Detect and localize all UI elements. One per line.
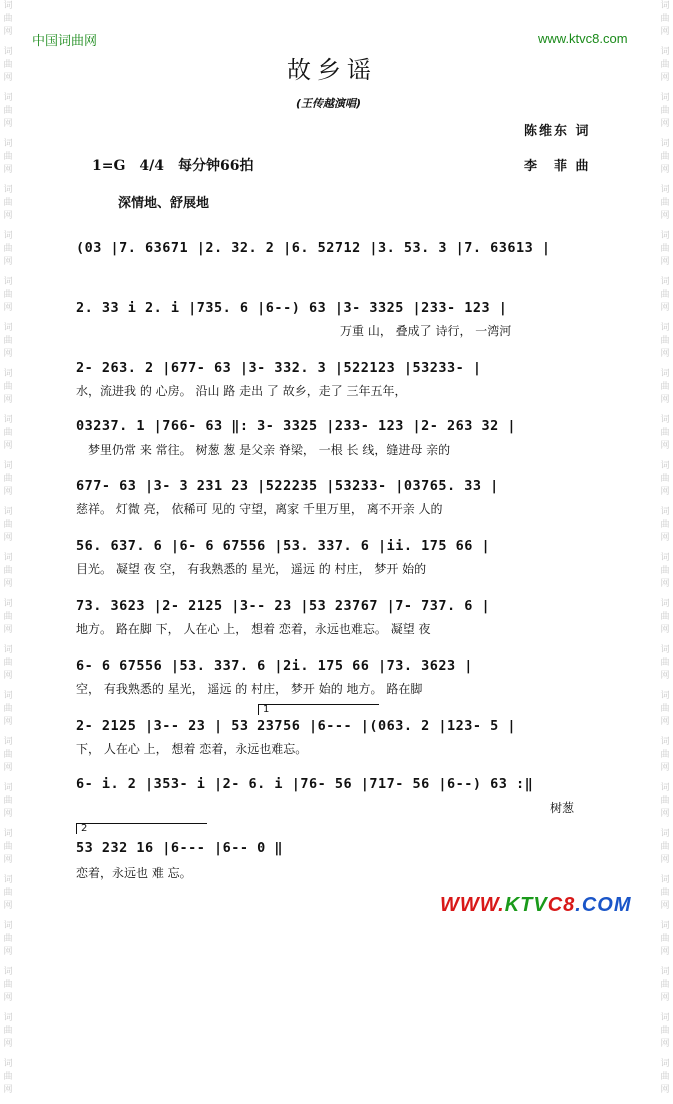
watermark-char: 曲 bbox=[3, 106, 13, 116]
watermark-char: 曲 bbox=[660, 382, 670, 392]
song-subtitle: (王传越演唱) bbox=[296, 97, 362, 110]
watermark-char: 网 bbox=[3, 671, 13, 681]
lyrics-line-2: 万重 山， 叠成了 诗行， 一湾河 bbox=[340, 324, 512, 338]
watermark-char: 网 bbox=[660, 349, 670, 359]
watermark-char: 曲 bbox=[3, 1026, 13, 1036]
watermark-char: 词 bbox=[660, 1013, 670, 1023]
watermark-char: 曲 bbox=[660, 566, 670, 576]
watermark-char: 曲 bbox=[3, 244, 13, 254]
watermark-char: 网 bbox=[3, 119, 13, 129]
watermark-char: 词 bbox=[660, 599, 670, 609]
watermark-char: 词 bbox=[3, 1, 13, 11]
watermark-char: 词 bbox=[3, 691, 13, 701]
watermark-char: 曲 bbox=[3, 980, 13, 990]
watermark-char: 网 bbox=[3, 395, 13, 405]
expression-mark: 深情地、舒展地 bbox=[118, 196, 210, 211]
watermark-char: 词 bbox=[660, 553, 670, 563]
lyrics-line-5: 慈祥。 灯微 亮， 依稀可 见的 守望，离家 千里万里， 离不开亲 人的 bbox=[76, 502, 443, 516]
watermark-char: 曲 bbox=[660, 14, 670, 24]
watermark-char: 曲 bbox=[660, 750, 670, 760]
watermark-char: 曲 bbox=[3, 704, 13, 714]
watermark-char: 曲 bbox=[3, 152, 13, 162]
watermark-char: 网 bbox=[3, 947, 13, 957]
watermark-char: 词 bbox=[3, 185, 13, 195]
score-system-6: 56. 637. 6 |6- 6 67556 |53. 337. 6 |ii. 175 66 | bbox=[76, 538, 491, 554]
watermark-char: 词 bbox=[660, 47, 670, 57]
watermark-char: 曲 bbox=[660, 704, 670, 714]
score-system-9: 2- 2125 |3-- 23 | 53 23756 |6--- |(063. 2 |123- 5 | bbox=[76, 718, 517, 734]
watermark-char: 词 bbox=[3, 645, 13, 655]
watermark-char: 网 bbox=[660, 165, 670, 175]
watermark-char: 曲 bbox=[660, 474, 670, 484]
watermark-char: 网 bbox=[3, 441, 13, 451]
watermark-char: 网 bbox=[660, 1039, 670, 1049]
watermark-char: 网 bbox=[3, 27, 13, 37]
lyrics-line-8: 空， 有我熟悉的 星光， 遥远 的 村庄， 梦开 始的 地方。 路在脚 bbox=[76, 682, 423, 696]
watermark-char: 曲 bbox=[3, 796, 13, 806]
watermark-char: 曲 bbox=[3, 658, 13, 668]
watermark-char: 曲 bbox=[3, 474, 13, 484]
watermark-char: 网 bbox=[660, 809, 670, 819]
watermark-char: 网 bbox=[3, 579, 13, 589]
watermark-char: 网 bbox=[660, 717, 670, 727]
watermark-char: 网 bbox=[3, 717, 13, 727]
watermark-char: 词 bbox=[3, 783, 13, 793]
score-system-5: 677- 63 |3- 3 231 23 |522235 |53233- |03765. 33 | bbox=[76, 478, 499, 494]
watermark-char: 词 bbox=[3, 875, 13, 885]
watermark-char: 网 bbox=[660, 947, 670, 957]
watermark-char: 词 bbox=[3, 553, 13, 563]
watermark-char: 词 bbox=[660, 1, 670, 11]
watermark-char: 曲 bbox=[660, 152, 670, 162]
watermark-char: 词 bbox=[660, 185, 670, 195]
watermark-char: 词 bbox=[660, 1059, 670, 1069]
watermark-char: 网 bbox=[3, 625, 13, 635]
first-ending-bracket: 1 bbox=[258, 704, 379, 715]
watermark-char: 曲 bbox=[660, 428, 670, 438]
watermark-char: 词 bbox=[3, 231, 13, 241]
watermark-char: 网 bbox=[660, 395, 670, 405]
watermark-char: 网 bbox=[660, 211, 670, 221]
watermark-char: 曲 bbox=[3, 750, 13, 760]
watermark-char: 曲 bbox=[3, 888, 13, 898]
watermark-char: 网 bbox=[660, 487, 670, 497]
watermark-char: 词 bbox=[660, 829, 670, 839]
watermark-char: 词 bbox=[660, 277, 670, 287]
watermark-char: 词 bbox=[3, 323, 13, 333]
watermark-char: 词 bbox=[3, 1059, 13, 1069]
watermark-left bbox=[1, 0, 15, 1095]
watermark-char: 词 bbox=[660, 967, 670, 977]
watermark-char: 网 bbox=[660, 855, 670, 865]
lyricist-credit: 陈维东 词 bbox=[524, 124, 591, 139]
watermark-char: 网 bbox=[660, 303, 670, 313]
watermark-char: 曲 bbox=[3, 612, 13, 622]
watermark-char: 词 bbox=[3, 599, 13, 609]
watermark-char: 网 bbox=[3, 533, 13, 543]
watermark-char: 网 bbox=[660, 993, 670, 1003]
watermark-char: 网 bbox=[660, 441, 670, 451]
score-system-4: 03237. 1 |766- 63 ‖: 3- 3325 |233- 123 |2- 263 32 | bbox=[76, 418, 517, 434]
watermark-char: 网 bbox=[3, 349, 13, 359]
watermark-char: 网 bbox=[660, 625, 670, 635]
site-url: www.ktvc8.com bbox=[538, 31, 628, 46]
watermark-char: 曲 bbox=[3, 14, 13, 24]
watermark-char: 词 bbox=[660, 921, 670, 931]
watermark-char: 曲 bbox=[3, 842, 13, 852]
watermark-char: 网 bbox=[660, 763, 670, 773]
watermark-char: 曲 bbox=[660, 520, 670, 530]
watermark-char: 曲 bbox=[3, 382, 13, 392]
watermark-char: 词 bbox=[660, 737, 670, 747]
lyrics-line-9: 下， 人在心 上， 想着 恋着，永远也难忘。 bbox=[76, 742, 308, 756]
watermark-char: 词 bbox=[3, 461, 13, 471]
watermark-char: 网 bbox=[3, 993, 13, 1003]
watermark-char: 曲 bbox=[3, 60, 13, 70]
score-system-3: 2- 263. 2 |677- 63 |3- 332. 3 |522123 |53233- | bbox=[76, 360, 482, 376]
score-system-10: 6- i. 2 |353- i |2- 6. i |76- 56 |717- 56 |6--) 63 :‖ bbox=[76, 776, 534, 792]
watermark-char: 曲 bbox=[660, 796, 670, 806]
watermark-char: 词 bbox=[660, 875, 670, 885]
watermark-char: 网 bbox=[3, 901, 13, 911]
watermark-char: 网 bbox=[660, 27, 670, 37]
lyrics-line-6: 目光。 凝望 夜 空， 有我熟悉的 星光， 遥远 的 村庄， 梦开 始的 bbox=[76, 562, 427, 576]
score-system-11: 53 232 16 |6--- |6-- 0 ‖ bbox=[76, 840, 284, 856]
watermark-char: 词 bbox=[660, 231, 670, 241]
score-system-7: 73. 3623 |2- 2125 |3-- 23 |53 23767 |7- 737. 6 | bbox=[76, 598, 491, 614]
watermark-char: 网 bbox=[3, 1085, 13, 1095]
watermark-char: 网 bbox=[660, 119, 670, 129]
watermark-char: 词 bbox=[660, 323, 670, 333]
watermark-char: 曲 bbox=[660, 842, 670, 852]
watermark-char: 词 bbox=[660, 415, 670, 425]
watermark-char: 词 bbox=[3, 415, 13, 425]
watermark-char: 网 bbox=[660, 73, 670, 83]
watermark-char: 网 bbox=[660, 257, 670, 267]
watermark-char: 网 bbox=[3, 855, 13, 865]
watermark-char: 网 bbox=[3, 257, 13, 267]
watermark-char: 网 bbox=[3, 809, 13, 819]
watermark-char: 词 bbox=[3, 93, 13, 103]
watermark-char: 曲 bbox=[660, 336, 670, 346]
watermark-char: 网 bbox=[3, 1039, 13, 1049]
watermark-char: 曲 bbox=[660, 658, 670, 668]
watermark-char: 曲 bbox=[660, 980, 670, 990]
watermark-char: 网 bbox=[660, 901, 670, 911]
watermark-char: 词 bbox=[660, 369, 670, 379]
watermark-char: 词 bbox=[3, 369, 13, 379]
watermark-char: 曲 bbox=[660, 888, 670, 898]
watermark-char: 词 bbox=[660, 461, 670, 471]
watermark-char: 网 bbox=[660, 533, 670, 543]
watermark-char: 词 bbox=[3, 967, 13, 977]
lyrics-line-10: 树葱 bbox=[550, 801, 575, 815]
watermark-char: 词 bbox=[3, 921, 13, 931]
watermark-char: 网 bbox=[3, 211, 13, 221]
watermark-char: 词 bbox=[660, 645, 670, 655]
watermark-char: 曲 bbox=[660, 198, 670, 208]
watermark-char: 词 bbox=[660, 783, 670, 793]
watermark-char: 曲 bbox=[660, 244, 670, 254]
watermark-char: 词 bbox=[660, 139, 670, 149]
watermark-char: 曲 bbox=[3, 336, 13, 346]
lyrics-line-11: 恋着，永远也 难 忘。 bbox=[76, 866, 192, 880]
score-system-8: 6- 6 67556 |53. 337. 6 |2i. 175 66 |73. 3623 | bbox=[76, 658, 473, 674]
watermark-char: 曲 bbox=[660, 1072, 670, 1082]
watermark-char: 词 bbox=[3, 1013, 13, 1023]
watermark-char: 词 bbox=[660, 93, 670, 103]
watermark-char: 网 bbox=[3, 487, 13, 497]
watermark-right bbox=[658, 0, 672, 1095]
site-name: 中国词曲网 bbox=[32, 34, 98, 49]
watermark-char: 词 bbox=[3, 829, 13, 839]
watermark-char: 词 bbox=[3, 47, 13, 57]
score-system-2: 2. 33 i 2. i |735. 6 |6--) 63 |3- 3325 |233- 123 | bbox=[76, 300, 508, 316]
watermark-char: 词 bbox=[3, 737, 13, 747]
brand-logo: WWW.KTVC8.COM bbox=[440, 894, 632, 916]
watermark-char: 网 bbox=[660, 671, 670, 681]
watermark-char: 曲 bbox=[660, 612, 670, 622]
watermark-char: 曲 bbox=[3, 428, 13, 438]
watermark-char: 词 bbox=[3, 507, 13, 517]
lyrics-line-4: 梦里仍常 来 常往。 树葱 葱 是父亲 脊梁， 一根 长 线，缝进母 亲的 bbox=[88, 443, 451, 457]
watermark-char: 网 bbox=[3, 303, 13, 313]
lyrics-line-3: 水，流进我 的 心房。 沿山 路 走出 了 故乡，走了 三年五年， bbox=[76, 384, 407, 398]
second-ending-bracket: 2 bbox=[76, 823, 207, 834]
watermark-char: 词 bbox=[3, 277, 13, 287]
watermark-char: 曲 bbox=[660, 1026, 670, 1036]
lyrics-line-7: 地方。 路在脚 下， 人在心 上， 想着 恋着，永远也难忘。 凝望 夜 bbox=[76, 622, 431, 636]
watermark-char: 曲 bbox=[660, 290, 670, 300]
watermark-char: 曲 bbox=[3, 290, 13, 300]
key-tempo: 1=G 4/4 每分钟66拍 bbox=[92, 158, 254, 174]
score-system-1: (03 |7. 63671 |2. 32. 2 |6. 52712 |3. 53. 3 |7. 63613 | bbox=[76, 240, 551, 256]
watermark-char: 曲 bbox=[3, 520, 13, 530]
watermark-char: 曲 bbox=[660, 934, 670, 944]
watermark-char: 网 bbox=[3, 73, 13, 83]
song-title: 故乡谣 bbox=[287, 56, 377, 84]
watermark-char: 曲 bbox=[3, 198, 13, 208]
watermark-char: 网 bbox=[3, 763, 13, 773]
watermark-char: 曲 bbox=[3, 1072, 13, 1082]
watermark-char: 网 bbox=[660, 579, 670, 589]
watermark-char: 网 bbox=[660, 1085, 670, 1095]
watermark-char: 曲 bbox=[3, 934, 13, 944]
watermark-char: 网 bbox=[3, 165, 13, 175]
composer-credit: 李 菲 曲 bbox=[524, 159, 591, 174]
watermark-char: 曲 bbox=[3, 566, 13, 576]
watermark-char: 词 bbox=[660, 691, 670, 701]
watermark-char: 词 bbox=[3, 139, 13, 149]
watermark-char: 曲 bbox=[660, 106, 670, 116]
watermark-char: 曲 bbox=[660, 60, 670, 70]
watermark-char: 词 bbox=[660, 507, 670, 517]
